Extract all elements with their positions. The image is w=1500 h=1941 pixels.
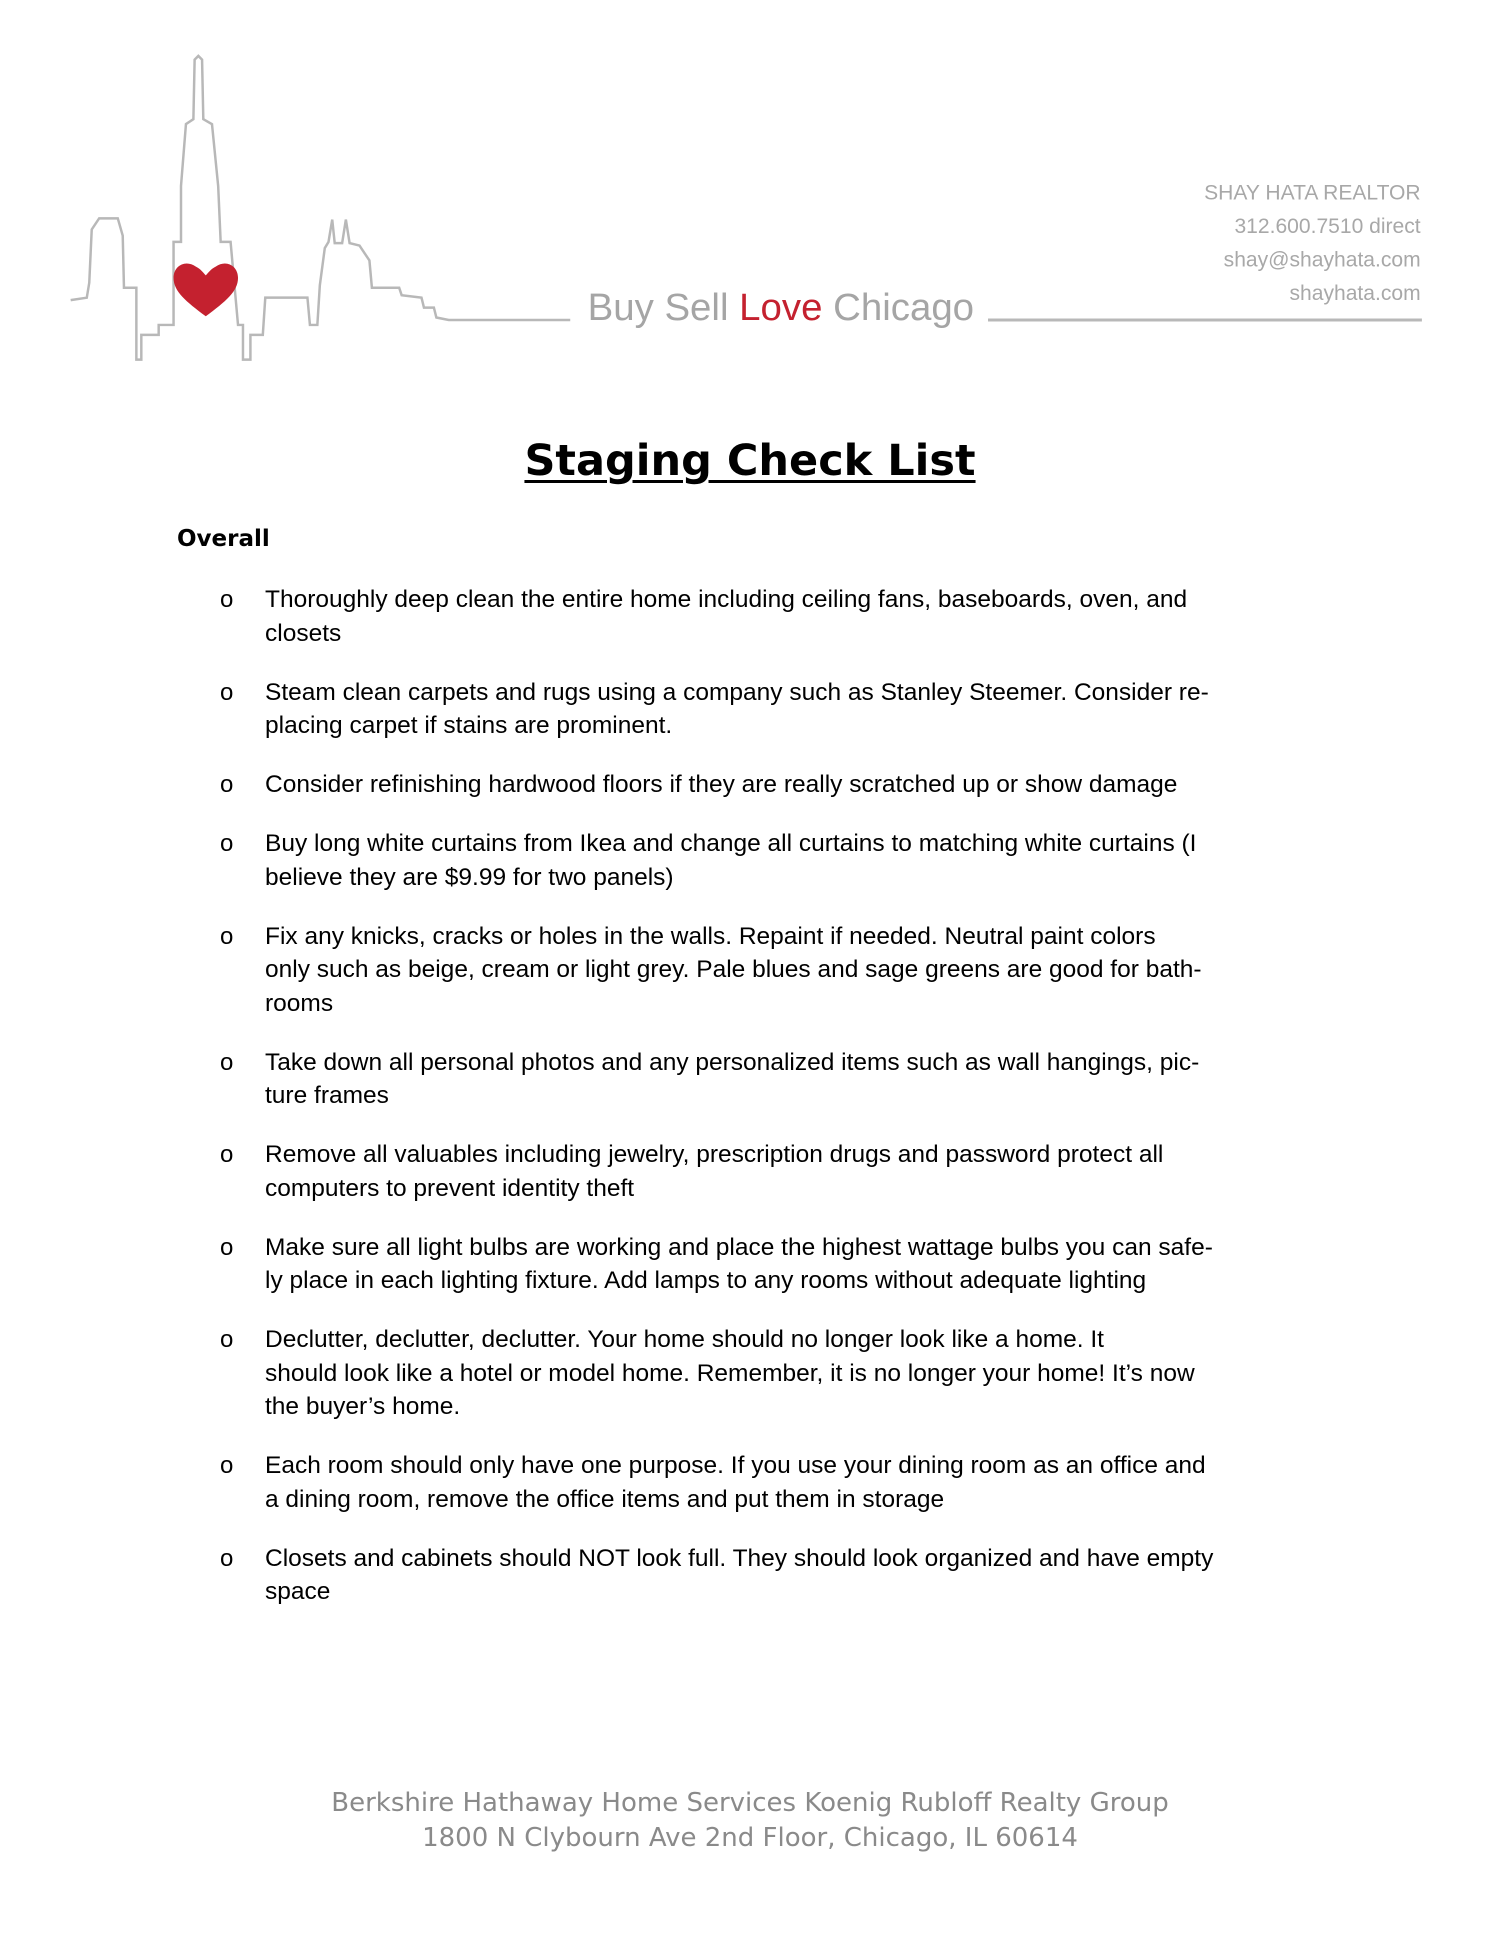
- phone: 312.600.7510 direct: [1234, 215, 1421, 239]
- checklist-item: [220, 1542, 1340, 1609]
- checklist-item: [220, 1231, 1340, 1298]
- checklist-item-text: a dining room, remove the office items and put them in storage: [265, 1485, 945, 1513]
- buy-sell-love-chicago-logo: [0, 0, 1500, 397]
- checklist-item-text: should look like a hotel or model home. Remember, it is no longer your home! It’s now: [265, 1359, 1195, 1387]
- website: shayhata.com: [1289, 282, 1421, 306]
- checklist-item-text: the buyer’s home.: [265, 1393, 461, 1420]
- checklist-item-text: Make sure all light bulbs are working and place the highest wattage bulbs you can safe-: [265, 1233, 1213, 1261]
- bullet-icon: o: [220, 1544, 234, 1572]
- checklist-item-text: Steam clean carpets and rugs using a company such as Stanley Steemer. Consider re-: [265, 678, 1209, 706]
- checklist-item-text: rooms: [265, 989, 334, 1017]
- company-name: Berkshire Hathaway Home Services Koenig Rubloff Realty Group: [331, 1788, 1169, 1818]
- checklist-item-text: space: [265, 1578, 331, 1605]
- bullet-icon: o: [220, 1233, 234, 1261]
- bullet-icon: o: [220, 1048, 234, 1076]
- checklist-item-text: Consider refinishing hardwood floors if they are really scratched up or show damage: [265, 771, 1178, 798]
- checklist-item: [220, 676, 1340, 743]
- checklist-item: [220, 827, 1340, 894]
- bullet-icon: o: [220, 830, 234, 857]
- checklist-item: [220, 1449, 1340, 1516]
- checklist-item: [220, 1138, 1340, 1205]
- checklist-item-text: Closets and cabinets should NOT look full. They should look organized and have empty: [265, 1544, 1214, 1572]
- checklist-item: [220, 920, 1340, 1021]
- bullet-icon: o: [220, 1141, 234, 1168]
- agent-name: SHAY HATA REALTOR: [1204, 181, 1421, 205]
- checklist-item: [220, 583, 1340, 650]
- checklist-item-text: Fix any knicks, cracks or holes in the walls. Repaint if needed. Neutral paint colors: [265, 922, 1156, 950]
- bullet-icon: o: [220, 1452, 234, 1479]
- checklist-item-text: placing carpet if stains are prominent.: [265, 712, 673, 739]
- checklist-item-text: believe they are $9.99 for two panels): [265, 863, 674, 891]
- checklist-item-text: ly place in each lighting fixture. Add lamps to any rooms without adequate lighting: [265, 1267, 1147, 1294]
- checklist-item: [220, 1323, 1340, 1424]
- checklist-item-text: closets: [265, 619, 342, 647]
- checklist-item-text: Remove all valuables including jewelry, prescription drugs and password protect all: [265, 1141, 1164, 1168]
- company-address: 1800 N Clybourn Ave 2nd Floor, Chicago, IL 60614: [422, 1823, 1078, 1853]
- bullet-icon: o: [220, 586, 234, 613]
- checklist-item-text: computers to prevent identity theft: [265, 1174, 635, 1202]
- contact-info: [1204, 182, 1421, 305]
- checklist-item-text: Each room should only have one purpose. If you use your dining room as an office and: [265, 1452, 1206, 1479]
- checklist-item-text: ture frames: [265, 1082, 389, 1109]
- bullet-icon: o: [220, 922, 234, 950]
- bullet-icon: o: [220, 771, 234, 798]
- checklist-item-text: only such as beige, cream or light grey. Pale blues and sage greens are good for bath-: [265, 956, 1202, 983]
- bullet-icon: o: [220, 1326, 234, 1353]
- email: shay@shayhata.com: [1223, 248, 1421, 272]
- checklist-item-text: Thoroughly deep clean the entire home including ceiling fans, baseboards, oven, and: [265, 586, 1188, 613]
- checklist-item: [220, 768, 1340, 802]
- checklist-item-text: Take down all personal photos and any personalized items such as wall hangings, pic-: [265, 1048, 1200, 1076]
- bullet-icon: o: [220, 678, 234, 706]
- checklist: [220, 583, 1340, 1634]
- section-heading: Overall: [177, 526, 270, 552]
- checklist-item-text: Declutter, declutter, declutter. Your home should no longer look like a home. It: [265, 1326, 1104, 1353]
- checklist-item: [220, 1046, 1340, 1113]
- tagline: Buy Sell Love Chicago: [587, 285, 975, 329]
- heart-icon: [174, 263, 238, 316]
- checklist-item-text: Buy long white curtains from Ikea and change all curtains to matching white curtains (I: [265, 830, 1197, 857]
- page-title: Staging Check List: [524, 436, 976, 486]
- footer: [0, 1786, 1500, 1856]
